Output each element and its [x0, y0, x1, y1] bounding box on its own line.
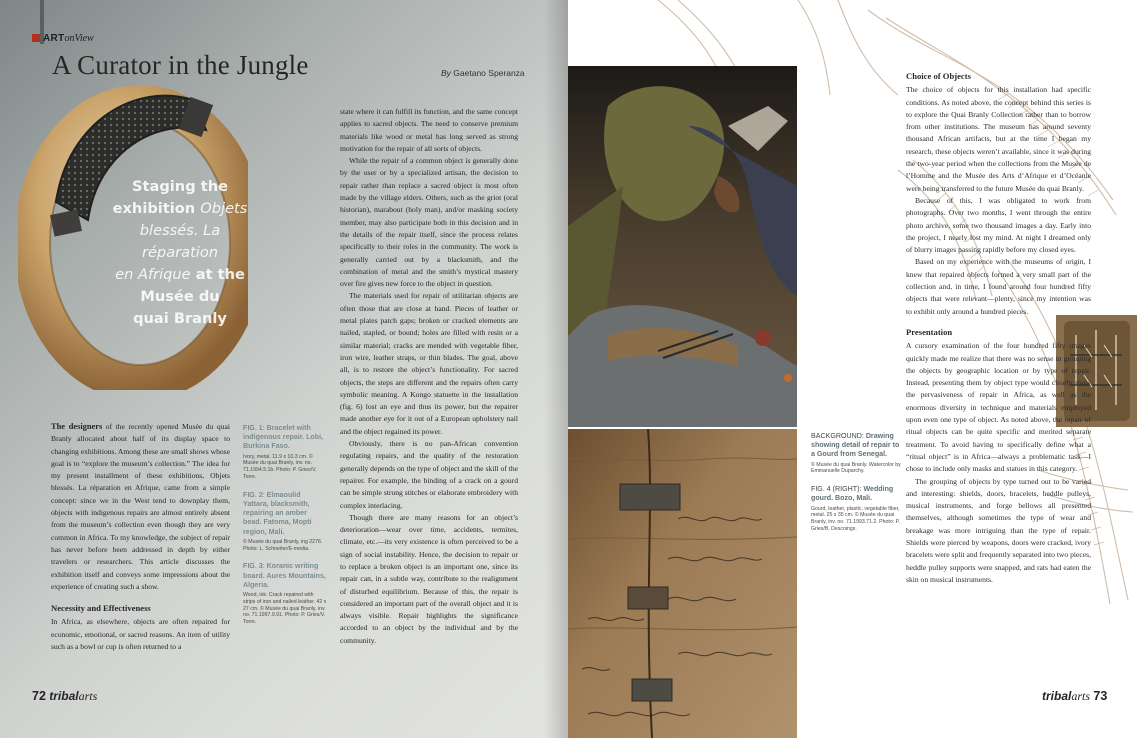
- subheading: Presentation: [906, 326, 953, 337]
- paragraph: The materials used for repair of utilitarian objects are often those that are close at hand. Pieces of leather or metal plates patch gaps; broken or cracked elements are nailed, stapled, or bound; holes are filled with resin or a similar material; cracks are mended with vegetable fiber, iron wire, leather straps, or thin blades. The goal, above all, is to restore the object’s functionality. For sacred objects, the steps are different and the repairs often carry symbolic meaning. A Kongo statuette in the installation (fig. 6) lost an eye and thus its power, but the repairer made another eye for it out of a European upholstery nail and the object regained its power.: [340, 291, 518, 436]
- paragraph: The choice of objects for this installation had specific conditions. As noted above, the concept behind this series is to explore the Quai Branly Collection rather than to borrow from other institutions. The museum has around seventy thousand African artifacts, but at the time I began my research, these objects weren’t available, since it was during the two-year period when the collections from the Musée de l’Homme and the Musée des Arts d’Afrique et d’Océanie were being transferred to the future Musée du quai Branly.: [906, 85, 1091, 193]
- caption-credit: © Musée du quai Branly, ing 2276. Photo: L. Schneiter/E-media.: [243, 538, 323, 552]
- caption-credit: Gourd, leather, plastic, vegetable fiber, metal. 25 x 35 cm. © Musée du quai Branly, inv. no. 71.1993.71.2. Photo: P. Gries/B. Descoings.: [811, 505, 900, 532]
- pull-quote-line: Staging the: [132, 178, 228, 195]
- caption-heading: [243, 424, 327, 452]
- caption-heading: [811, 485, 903, 503]
- paragraph: While the repair of a common object is generally done by the user or by a specialized artisan, the decision to repair rather than replace a sacred object is most often made by the village elders. Others, such as the griot (oral historian), marabout (holy man), and/or masking society member, may also participate both in this decision and in the details of the repair itself, since the process relates specifically to their roles in the community. The work is generally carried out by a blacksmith, and the combination of metal and the smith’s mystical mastery over fire gives new force to the object in question.: [340, 156, 518, 289]
- caption-credit: © Musée du quai Branly. Watercolor by Emmanuelle Duparchy.: [811, 461, 901, 475]
- caption-column-right: [811, 432, 903, 543]
- folio-left: [32, 689, 97, 704]
- figure-caption: [243, 491, 327, 553]
- red-square-icon: [32, 34, 40, 42]
- paragraph: Though there are many reasons for an object’s deterioration—wear over time, accidents, termites, climate, etc.—its very existence is often perceived to be a sign of social instability. Hence, the decision to repair or to replace a broken object is an important one, since its repair can, in a subtle way, contribute to the realignment of disturbed equilibrium. Because of this, the repair is considered an important part of the overall object and it is always visible. Repair highlights the significance accorded to an object by the individual and by the community.: [340, 512, 518, 645]
- magazine-name-arts: arts: [1071, 689, 1091, 703]
- caption-fig: FIG. 1:: [243, 424, 265, 432]
- byline-author: Gaetano Speranza: [453, 68, 525, 78]
- magazine-name-tribal: tribal: [49, 689, 79, 703]
- section-label: [32, 33, 94, 44]
- paragraph: The grouping of objects by type turned out to be varied and interesting: shields, doors, bracelets, heddle pulleys, musical instruments, and forge bellows all presented themselves, although sometimes the type of wear and breakage was more intriguing than the type of repair. Shields were pierced by weapons, doors were cracked, ivory bracelets were split and frequently separated into two pieces, heddle pulley supports were snapped, and rats had eaten the skin on musical instruments.: [906, 476, 1091, 584]
- caption-fig: FIG. 4 (RIGHT):: [811, 485, 862, 494]
- caption-credit: Ivory, metal. 11.9 x 10.3 cm. © Musée du quai Branly, inv. no. 71.1994.5.1b. Photo: P. Gries/V. Torre.: [243, 453, 317, 480]
- pull-quote-text: at the: [190, 266, 245, 283]
- paragraph: [51, 421, 230, 593]
- pull-quote-line: blessés. La réparation: [139, 222, 221, 261]
- pull-quote-italic: Objets: [200, 200, 248, 217]
- caption-fig: FIG. 2:: [243, 490, 265, 499]
- page-number: 72: [32, 689, 46, 703]
- paragraph: Obviously, there is no pan-African convention regulating repairs, and the quality of the restoration generally depends on the type of object and the skill of the repairer. For example, the binding of a crack on a gourd can be simple strung stitches or elaborate embroidery with complex interlacing.: [340, 439, 518, 510]
- paragraph: Based on my experience with the museums of origin, I knew that repaired objects formed a very small part of the collection and, in time, I found around four hundred fifty objects that were relevant—plenty, since my intention was to exhibit only around a hundred pieces.: [906, 257, 1091, 316]
- caption-title: Drawing showing detail of repair to a Gourd from Senegal.: [811, 432, 900, 459]
- figure-caption: [243, 562, 327, 626]
- pull-quote-italic: en Afrique: [115, 266, 191, 283]
- text-column-1: [51, 421, 230, 653]
- magazine-name-tribal: tribal: [1042, 689, 1072, 703]
- pull-quote-line: [100, 198, 260, 220]
- left-page: [0, 0, 568, 738]
- magazine-name-arts: arts: [78, 689, 98, 703]
- caption-title: Wedding gourd. Bozo, Mali.: [811, 485, 894, 503]
- pull-quote-line: quai Branly: [133, 310, 227, 327]
- caption-fig: FIG. 3:: [243, 562, 265, 571]
- pull-quote: [100, 176, 260, 330]
- caption-fig: BACKGROUND:: [811, 432, 864, 440]
- subheading: Choice of Objects: [906, 71, 971, 81]
- lead-in: The designers: [51, 422, 103, 431]
- caption-title: Bracelet with indigenous repair. Lobi, Burkina Faso.: [243, 424, 324, 451]
- paragraph: state where it can fulfill its function, and the same concept applies to sacred objects. The need to conserve premium materials like wood or metal has long served as strong motivation for the repair of all sorts of objects.: [340, 107, 518, 153]
- blacksmith-photo-graphic: [568, 66, 797, 427]
- article-title: A Curator in the Jungle: [52, 50, 309, 80]
- pull-quote-line: Musée du: [140, 288, 220, 305]
- caption-title: Koranic writing board. Aures Mountains, Algeria.: [243, 562, 326, 589]
- caption-heading: [243, 562, 327, 590]
- pull-quote-line: [100, 264, 260, 286]
- text-column-2: [340, 106, 518, 647]
- paragraph: Because of this, I was obligated to work from photographs. Over two months, I went through the entire photo archive, some two thousand images a day. Early into the project, I nearly lost my mind. At night I dreamed only of blurry images passing rapidly before my closed eyes.: [906, 195, 1091, 255]
- caption-title: Elmaoulid Yattara, blacksmith, repairing an amber bead. Fatoma, Mopti region, Mali.: [243, 490, 312, 536]
- paragraph: In Africa, as elsewhere, objects are often repaired for economic, emotional, or sacred reasons. An item of utility such as a bowl or cup is often returned to a: [51, 617, 230, 652]
- subheading: Necessity and Effectiveness: [51, 603, 151, 614]
- caption-heading: [811, 432, 903, 460]
- figure-caption: [811, 432, 903, 475]
- figure-caption: [243, 424, 327, 481]
- figure-caption: [811, 485, 903, 533]
- paragraph: A cursory examination of the four hundred fifty images quickly made me realize that there was no sense in grouping the objects by geographic location or by type of repair. Instead, presenting them by object type would clearly show the pervasiveness of repair in Africa, as well as the enormous diversity in technique and materials employed upon even one type of object. As noted above, the repair of ritual objects can be quite specific and merited separate treatment. To avoid having to specifically define what a “ritual object” is in Africa—always a problematic task—I chose to include only masks and statues in this category.: [906, 341, 1091, 474]
- section-label-onview: onView: [64, 33, 94, 44]
- section-label-art: ART: [43, 33, 65, 44]
- caption-credit: Wood, ink. Crack repaired with strips of iron and nailed leather. 42 x 27 cm. © Musée du quai Branly, inv. no. 71.1997.9.91. Photo: P. Gries/V. Torre.: [243, 592, 327, 626]
- pull-quote-text: exhibition: [112, 200, 201, 217]
- byline-by: By: [441, 68, 451, 78]
- paragraph-text: of the recently opened Musée du quai Branly allocated about half of its display space to changing exhibitions. Among these are small shows whose goal is to “explore the museum’s collection.” The idea for my present installment of these exhibitions, Objets blessés. La réparation en Afrique, came from a simple concept: since we in the West tend to downplay them, objects with indigenous repairs are almost entirely absent from the museum’s collection even though they are very common in Africa. To my knowledge, the subject of repair has never before been addressed in depth by either travelers or researchers. This article discusses the exhibition itself and conveys some impressions about the experience of creating such a show.: [51, 422, 230, 591]
- blacksmith-photo: [568, 66, 797, 427]
- gutter-shadow: [544, 0, 568, 738]
- folio-right: [1042, 689, 1107, 704]
- caption-column: [243, 424, 327, 636]
- koranic-board-photo: [568, 429, 797, 738]
- caption-heading: [243, 491, 327, 537]
- text-column-3: [906, 70, 1091, 586]
- byline: [441, 68, 525, 78]
- right-page: [568, 0, 1137, 738]
- page-number: 73: [1093, 689, 1108, 703]
- koranic-board-graphic: [568, 429, 797, 738]
